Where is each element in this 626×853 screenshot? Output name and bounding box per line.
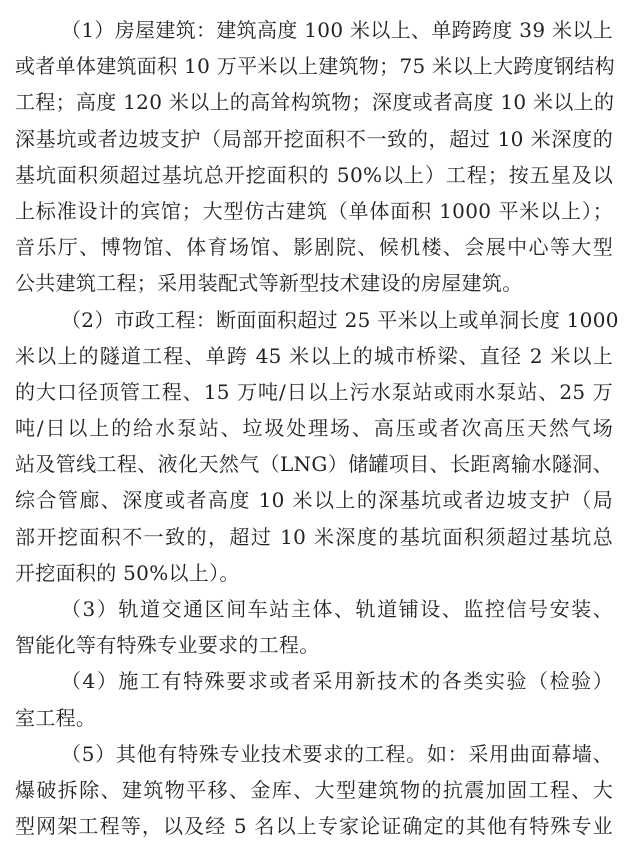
- text-line: （5）其他有特殊专业技术要求的工程。如：采用曲面幕墙、: [61, 741, 613, 766]
- text-line: （1）房屋建筑：建筑高度 100 米以上、单跨跨度 39 米以上: [61, 18, 613, 42]
- text-line: 吨/日以上的给水泵站、垃圾处理场、高压或者次高压天然气场: [15, 416, 613, 441]
- text-line: 部开挖面积不一致的，超过 10 米深度的基坑面积须超过基坑总: [15, 524, 613, 549]
- text-line: 开挖面积的 50%以上）。: [15, 560, 240, 585]
- text-line: （3）轨道交通区间车站主体、轨道铺设、监控信号安装、: [61, 597, 613, 621]
- text-line: 智能化等有特殊专业要求的工程。: [15, 633, 320, 658]
- paragraph-item-4: [15, 663, 613, 735]
- text-line: 爆破拆除、建筑物平移、金库、大型建筑物的抗震加固工程、大: [15, 777, 613, 802]
- paragraph-item-3: [15, 591, 613, 663]
- paragraph-item-1: [15, 12, 613, 302]
- paragraph-item-5: [15, 736, 613, 845]
- text-line: （4）施工有特殊要求或者采用新技术的各类实验（检验）: [61, 669, 613, 694]
- text-line: （2）市政工程：断面面积超过 25 平米以上或单洞长度 1000: [61, 307, 619, 332]
- text-line: 上标准设计的宾馆；大型仿古建筑（单体面积 1000 平米以上）；: [15, 198, 613, 223]
- text-line: 工程；高度 120 米以上的高耸构筑物；深度或者高度 10 米以上的: [15, 90, 615, 115]
- text-line: 型网架工程等，以及经 5 名以上专家论证确定的其他有特殊专业: [15, 814, 613, 839]
- text-line: 综合管廊、深度或者高度 10 米以上的深基坑或者边坡支护（局: [15, 488, 613, 513]
- text-line: 站及管线工程、液化天然气（LNG）储罐项目、长距离输水隧洞、: [15, 452, 613, 477]
- text-line: 音乐厅、博物馆、体育场馆、影剧院、候机楼、会展中心等大型: [15, 235, 613, 260]
- text-line: 公共建筑工程；采用装配式等新型技术建设的房屋建筑。: [15, 271, 523, 296]
- text-line: 的大口径顶管工程、15 万吨/日以上污水泵站或雨水泵站、25 万: [15, 379, 613, 404]
- text-line: 基坑面积须超过基坑总开挖面积的 50%以上）工程；按五星及以: [15, 162, 613, 187]
- text-line: 室工程。: [15, 705, 97, 730]
- text-line: 深基坑或者边坡支护（局部开挖面积不一致的，超过 10 米深度的: [15, 126, 613, 151]
- text-line: 或者单体建筑面积 10 万平米以上建筑物；75 米以上大跨度钢结构: [15, 54, 615, 79]
- text-line: 米以上的隧道工程、单跨 45 米以上的城市桥梁、直径 2 米以上: [15, 343, 613, 368]
- document-body: [15, 12, 619, 844]
- paragraph-item-2: [15, 302, 619, 592]
